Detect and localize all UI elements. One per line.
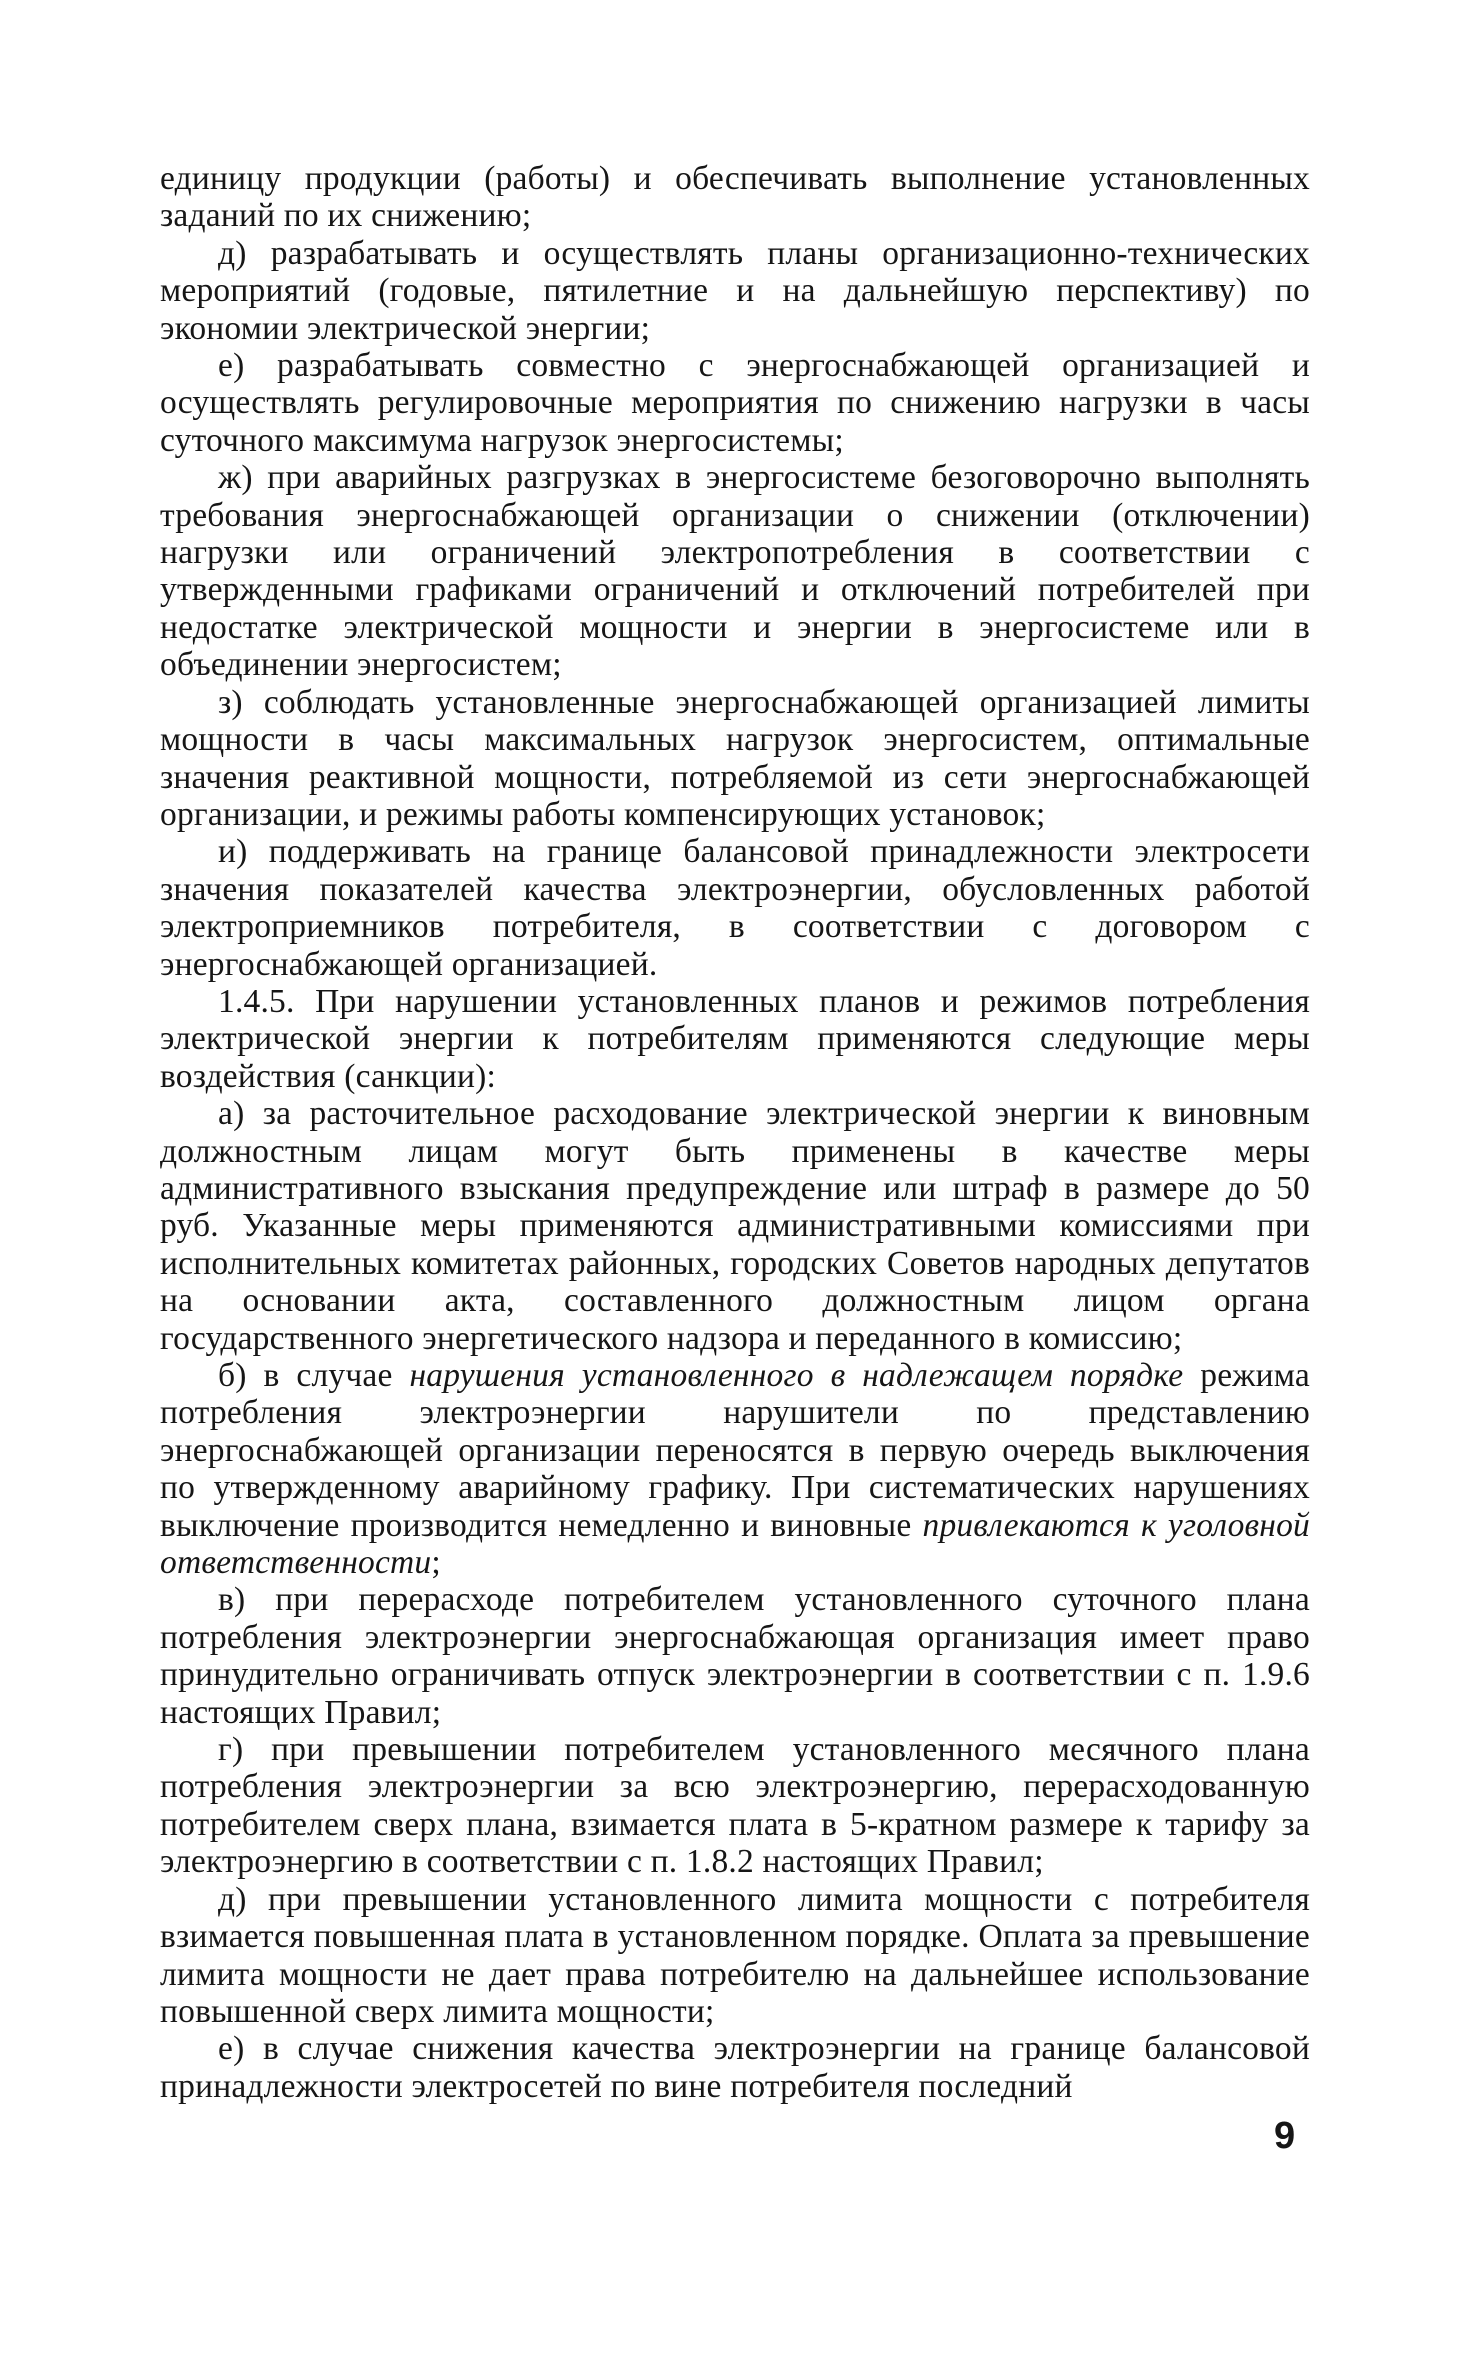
- paragraph-section-1-4-5: 1.4.5. При нарушении установленных планов и режимов потребления электрической энергии к потребителям применяются следующие меры воздействия (санкции):: [160, 982, 1310, 1095]
- text-run: режима потребления электроэнергии нарушители по представлению энергоснабжающей организации переносятся в первую очередь выключения по утвержденному аварийному графику. При систематических нарушениях выключение производится немедленно и виновные: [160, 1357, 1311, 1544]
- paragraph-item-zh: ж) при аварийных разгрузках в энергосистеме безоговорочно выполнять требования энергоснабжающей организации о снижении (отключении) нагрузки или ограничений электропотребления в соответствии с утвержденными графиками ограничений и отключений потребителей при недостатке электрической мощности и энергии в энергосистеме или в объединении энергосистем;: [160, 459, 1310, 684]
- paragraph-sanction-d: д) при превышении установленного лимита мощности с потребителя взимается повышенная плата в установленном порядке. Оплата за превышение лимита мощности не дает права потребителю на дальнейшее использование повышенной сверх лимита мощности;: [160, 1880, 1310, 2030]
- italic-text-run: нарушения установленного в надлежащем порядке: [409, 1357, 1184, 1394]
- paragraph-sanction-a: а) за расточительное расходование электрической энергии к виновным должностным лицам могут быть применены в качестве меры административного взыскания предупреждение или штраф в размере до 50 руб. Указанные меры применяются административными комиссиями при исполнительных комитетах районных, городских Советов народных депутатов на основании акта, составленного должностным лицом органа государственного энергетического надзора и переданного в комиссию;: [160, 1095, 1310, 1357]
- page-number: 9: [1274, 2115, 1296, 2157]
- text-run: б) в случае: [218, 1357, 410, 1394]
- paragraph-sanction-g: г) при превышении потребителем установленного месячного плана потребления электроэнергии за всю электроэнергию, перерасходованную потребителем сверх плана, взимается плата в 5-кратном размере к тарифу за электроэнергию в соответствии с п. 1.8.2 настоящих Правил;: [160, 1731, 1310, 1881]
- paragraph-item-e: е) разрабатывать совместно с энергоснабжающей организацией и осуществлять регулировочные мероприятия по снижению нагрузки в часы суточного максимума нагрузок энергосистемы;: [160, 347, 1310, 459]
- paragraph-item-d: д) разрабатывать и осуществлять планы организационно-технических мероприятий (годовые, пятилетние и на дальнейшую перспективу) по экономии электрической энергии;: [160, 234, 1310, 347]
- paragraph-item-i: и) поддерживать на границе балансовой принадлежности электросети значения показателей качества электроэнергии, обусловленных работой электроприемников потребителя, в соответствии с договором с энергоснабжающей организацией.: [160, 833, 1310, 983]
- italic-text-run: привлекаются к уголовной ответственности: [160, 1506, 1310, 1582]
- document-body: [160, 160, 1310, 2105]
- paragraph-sanction-b: [160, 1357, 1310, 1581]
- paragraph-sanction-v: в) при перерасходе потребителем установленного суточного плана потребления электроэнергии энергоснабжающая организация имеет право принудительно ограничивать отпуск электроэнергии в соответствии с п. 1.9.6 настоящих Правил;: [160, 1581, 1310, 1731]
- paragraph-item-z: з) соблюдать установленные энергоснабжающей организацией лимиты мощности в часы максимальных нагрузок энергосистем, оптимальные значения реактивной мощности, потребляемой из сети энергоснабжающей организации, и режимы работы компенсирующих установок;: [160, 683, 1310, 833]
- paragraph-continuation: единицу продукции (работы) и обеспечивать выполнение установленных заданий по их снижению;: [160, 160, 1310, 235]
- text-run: ;: [431, 1544, 441, 1582]
- paragraph-sanction-e: е) в случае снижения качества электроэнергии на границе балансовой принадлежности электросетей по вине потребителя последний: [160, 2030, 1310, 2105]
